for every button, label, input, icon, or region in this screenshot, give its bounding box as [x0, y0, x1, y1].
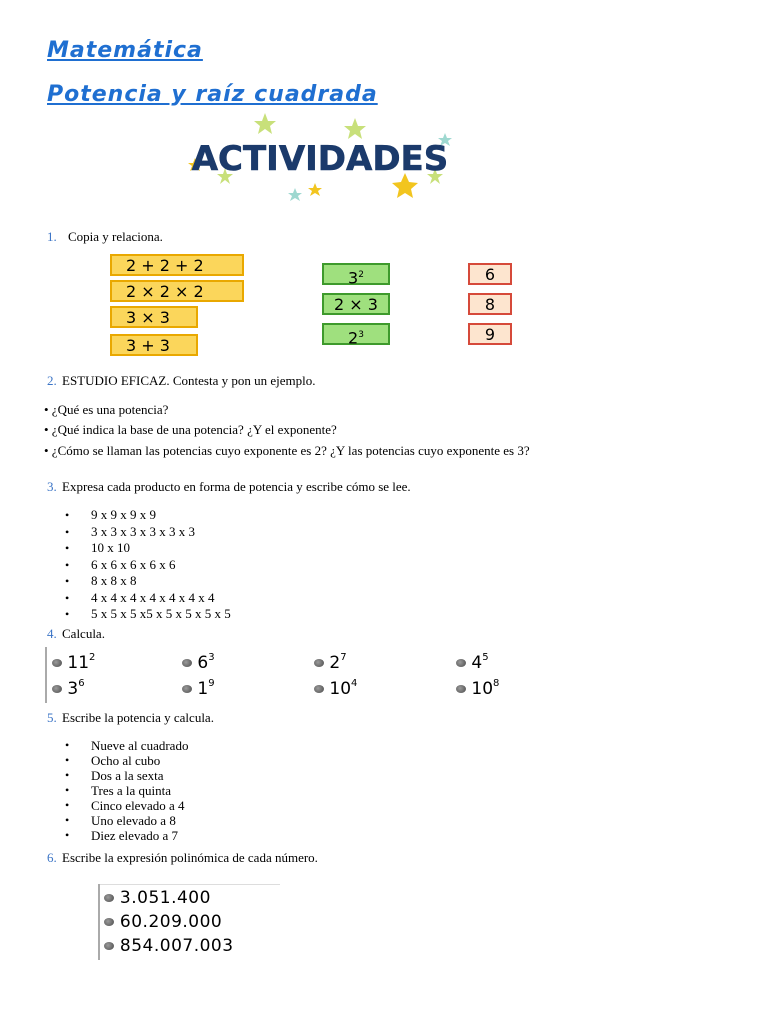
question-text: Calcula. — [62, 626, 105, 641]
question-number: 3. — [47, 479, 57, 494]
list-item: • Nueve al cuadrado — [47, 738, 188, 753]
question-1 — [47, 229, 163, 245]
divider — [98, 884, 100, 960]
product-card: 2 × 2 × 2 — [110, 280, 244, 302]
title-subject: Matemática — [47, 38, 203, 63]
question-text: Escribe la expresión polinómica de cada número. — [62, 850, 318, 865]
power-item: $6^3$ — [182, 652, 215, 673]
result-card: 9 — [468, 323, 512, 345]
question-text: Escribe la potencia y calcula. — [62, 710, 214, 725]
power-item: $11^2$ — [52, 652, 95, 673]
bullet-icon — [104, 918, 114, 926]
bullet-icon — [104, 894, 114, 902]
question-2 — [47, 373, 315, 389]
power-item: $10^8$ — [456, 678, 499, 699]
number-item: 3.051.400 — [104, 888, 211, 908]
bullet-icon — [104, 942, 114, 950]
list-item: • 10 x 10 — [47, 540, 231, 557]
result-card: 6 — [468, 263, 512, 285]
divider — [98, 884, 280, 885]
list-item: • Ocho al cubo — [47, 753, 188, 768]
product-card: 3 × 3 — [110, 306, 198, 328]
list-item: • Dos a la sexta — [47, 768, 188, 783]
question-text: Copia y relaciona. — [68, 229, 163, 244]
question-number: 1. — [47, 229, 57, 244]
banner-stars-icon — [175, 108, 465, 208]
question-number: 4. — [47, 626, 57, 641]
question-3 — [47, 479, 411, 495]
power-item: $2^7$ — [314, 652, 347, 673]
power-item: $3^6$ — [52, 678, 85, 699]
list-item: • 5 x 5 x 5 x5 x 5 x 5 x 5 x 5 — [47, 606, 231, 623]
banner-text: ACTIVIDADES — [191, 139, 449, 179]
bullet-icon — [52, 659, 62, 667]
q2-item: • ¿Qué es una potencia? — [44, 402, 169, 417]
list-item: • Uno elevado a 8 — [47, 813, 188, 828]
q5-list — [47, 738, 188, 843]
title-topic: Potencia y raíz cuadrada — [47, 82, 378, 107]
product-card: 2 × 3 — [322, 293, 390, 315]
activities-banner — [175, 108, 465, 208]
list-item: • 9 x 9 x 9 x 9 — [47, 507, 231, 524]
bullet-icon — [314, 659, 324, 667]
question-text: Expresa cada producto en forma de potencia y escribe cómo se lee. — [62, 479, 411, 494]
bullet-icon — [182, 659, 192, 667]
power-item: $4^5$ — [456, 652, 489, 673]
sum-card: 2 + 2 + 2 — [110, 254, 244, 276]
bullet-icon — [456, 659, 466, 667]
bullet-icon — [314, 685, 324, 693]
q2-item: • ¿Qué indica la base de una potencia? ¿Y el exponente? — [44, 422, 337, 437]
power-card: $3^2$ — [322, 263, 390, 285]
question-number: 2. — [47, 373, 57, 388]
list-item: • Tres a la quinta — [47, 783, 188, 798]
list-item: • 3 x 3 x 3 x 3 x 3 x 3 — [47, 524, 231, 541]
q3-list — [47, 507, 231, 623]
power-card: $2^3$ — [322, 323, 390, 345]
question-number: 6. — [47, 850, 57, 865]
list-item: • Diez elevado a 7 — [47, 828, 188, 843]
bullet-icon — [52, 685, 62, 693]
question-number: 5. — [47, 710, 57, 725]
list-item: • 6 x 6 x 6 x 6 x 6 — [47, 557, 231, 574]
number-item: 854.007.003 — [104, 936, 234, 956]
list-item: • 8 x 8 x 8 — [47, 573, 231, 590]
power-item: $10^4$ — [314, 678, 357, 699]
power-item: $1^9$ — [182, 678, 215, 699]
number-item: 60.209.000 — [104, 912, 222, 932]
result-card: 8 — [468, 293, 512, 315]
list-item: • Cinco elevado a 4 — [47, 798, 188, 813]
question-4 — [47, 626, 105, 642]
question-text: ESTUDIO EFICAZ. Contesta y pon un ejemplo. — [62, 373, 316, 388]
question-5 — [47, 710, 214, 726]
sum-card: 3 + 3 — [110, 334, 198, 356]
bullet-icon — [182, 685, 192, 693]
list-item: • 4 x 4 x 4 x 4 x 4 x 4 x 4 — [47, 590, 231, 607]
question-6 — [47, 850, 318, 866]
divider — [45, 647, 47, 703]
q2-item: • ¿Cómo se llaman las potencias cuyo exponente es 2? ¿Y las potencias cuyo exponente es 3? — [44, 443, 530, 458]
bullet-icon — [456, 685, 466, 693]
